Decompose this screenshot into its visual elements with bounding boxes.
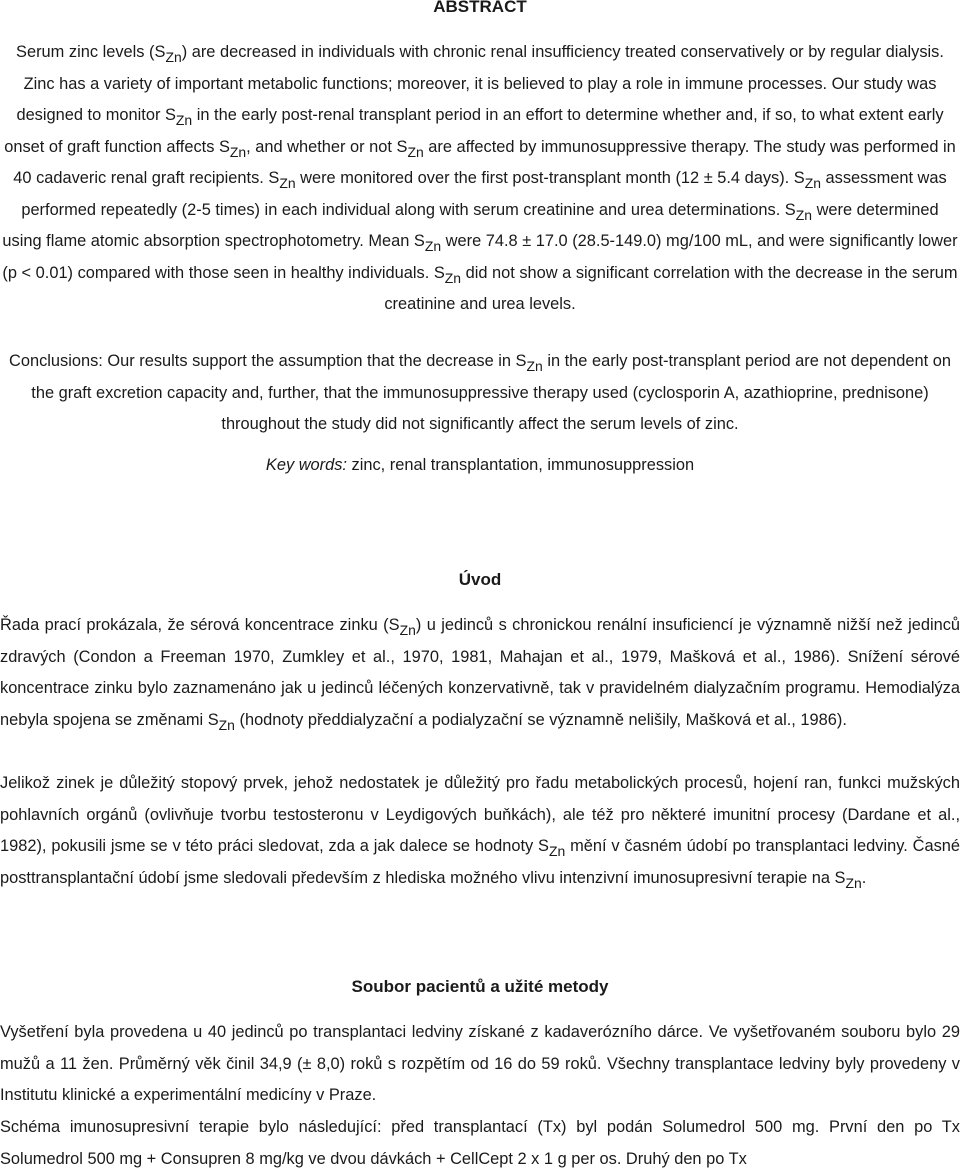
keywords-text: zinc, renal transplantation, immunosuppression — [346, 456, 695, 474]
section-heading-soubor: Soubor pacientů a užité metody — [351, 977, 609, 996]
conclusions-paragraph: Conclusions: Our results support the assumption that the decrease in $S_{Zn}$ in the early post-transplant period are not dependent on the graft excretion capacity and, further, that the immunosuppressive therapy used (cyclosporin A, azathioprine, prednisone) throughout the study did not significantly affect the serum levels of zinc. — [9, 352, 951, 433]
keywords-line — [0, 450, 960, 482]
uvod-paragraph-2: Jelikož zinek je důležitý stopový prvek, jehož nedostatek je důležitý pro řadu metabolických procesů, hojení ran, funkci mužských pohlavních orgánů (ovlivňuje tvorbu testosteronu v Leydigových buňkách), ale též pro některé imunitní procesy (Dardane et al., 1982), pokusili jsme se v této práci sledovat, zda a jak dalece se hodnoty $S_{Zn}$ mění v časném údobí po transplantaci ledviny. Časné posttransplantační údobí jsme sledovali především z hlediska možného vlivu intenzivní imunosupresivní terapie na $S_{Zn}$. — [0, 774, 960, 891]
uvod-paragraph-1: Řada prací prokázala, že sérová koncentrace zinku $(S_{Zn})$ u jedinců s chronickou renální insuficiencí je významně nižší než jedinců zdravých (Condon a Freeman 1970, Zumkley et al., 1970, 1981, Mahajan et al., 1979, Mašková et al., 1986). Snížení sérové koncentrace zinku bylo zaznamenáno jak u jedinců léčených konzervativně, tak v pravidelném dialyzačním programu. Hemodialýza nebyla spojena se změnami $S_{Zn}$ (hodnoty předdialyzační a podialyzační se významně nelišily, Mašková et al., 1986). — [0, 616, 960, 733]
abstract-heading: ABSTRACT — [433, 0, 527, 16]
soubor-paragraph-2: Schéma imunosupresivní terapie bylo následující: před transplantací (Tx) byl podán Solumedrol 500 mg. První den po Tx Solumedrol 500 mg + Consupren 8 mg/kg ve dvou dávkách + CellCept 2 x 1 g per os. Druhý den po Tx — [0, 1118, 960, 1168]
abstract-paragraph: Serum zinc levels $(S_{Zn})$ are decreased in individuals with chronic renal insufficiency treated conservatively or by regular dialysis. Zinc has a variety of important metabolic functions; moreover, it is believed to play a role in immune processes. Our study was designed to monitor $S_{Zn}$ in the early post-renal transplant period in an effort to determine whether and, if so, to what extent early onset of graft function affects $S_{Zn}$, and whether or not $S_{Zn}$ are affected by immunosuppressive therapy. The study was performed in 40 cadaveric renal graft recipients. $S_{Zn}$ were monitored over the first post-transplant month (12 ± 5.4 days). $S_{Zn}$ assessment was performed repeatedly (2-5 times) in each individual along with serum creatinine and urea determinations. $S_{Zn}$ were determined using flame atomic absorption spectrophotometry. Mean $S_{Zn}$ were 74.8 ± 17.0 (28.5-149.0) mg/100 mL, and were significantly lower (p < 0.01) compared with those seen in healthy individuals. $S_{Zn}$ did not show a significant correlation with the decrease in the serum creatinine and urea levels. — [2, 43, 958, 313]
soubor-paragraph-1: Vyšetření byla provedena u 40 jedinců po transplantaci ledviny získané z kadaverózního dárce. Ve vyšetřovaném souboru bylo 29 mužů a 11 žen. Průměrný věk činil 34,9 (± 8,0) roků s rozpětím od 16 do 59 roků. Všechny transplantace ledviny byly provedeny v Institutu klinické a experimentální medicíny v Praze. — [0, 1023, 960, 1104]
keywords-label: Key words: — [265, 456, 347, 474]
section-heading-uvod: Úvod — [458, 570, 502, 589]
